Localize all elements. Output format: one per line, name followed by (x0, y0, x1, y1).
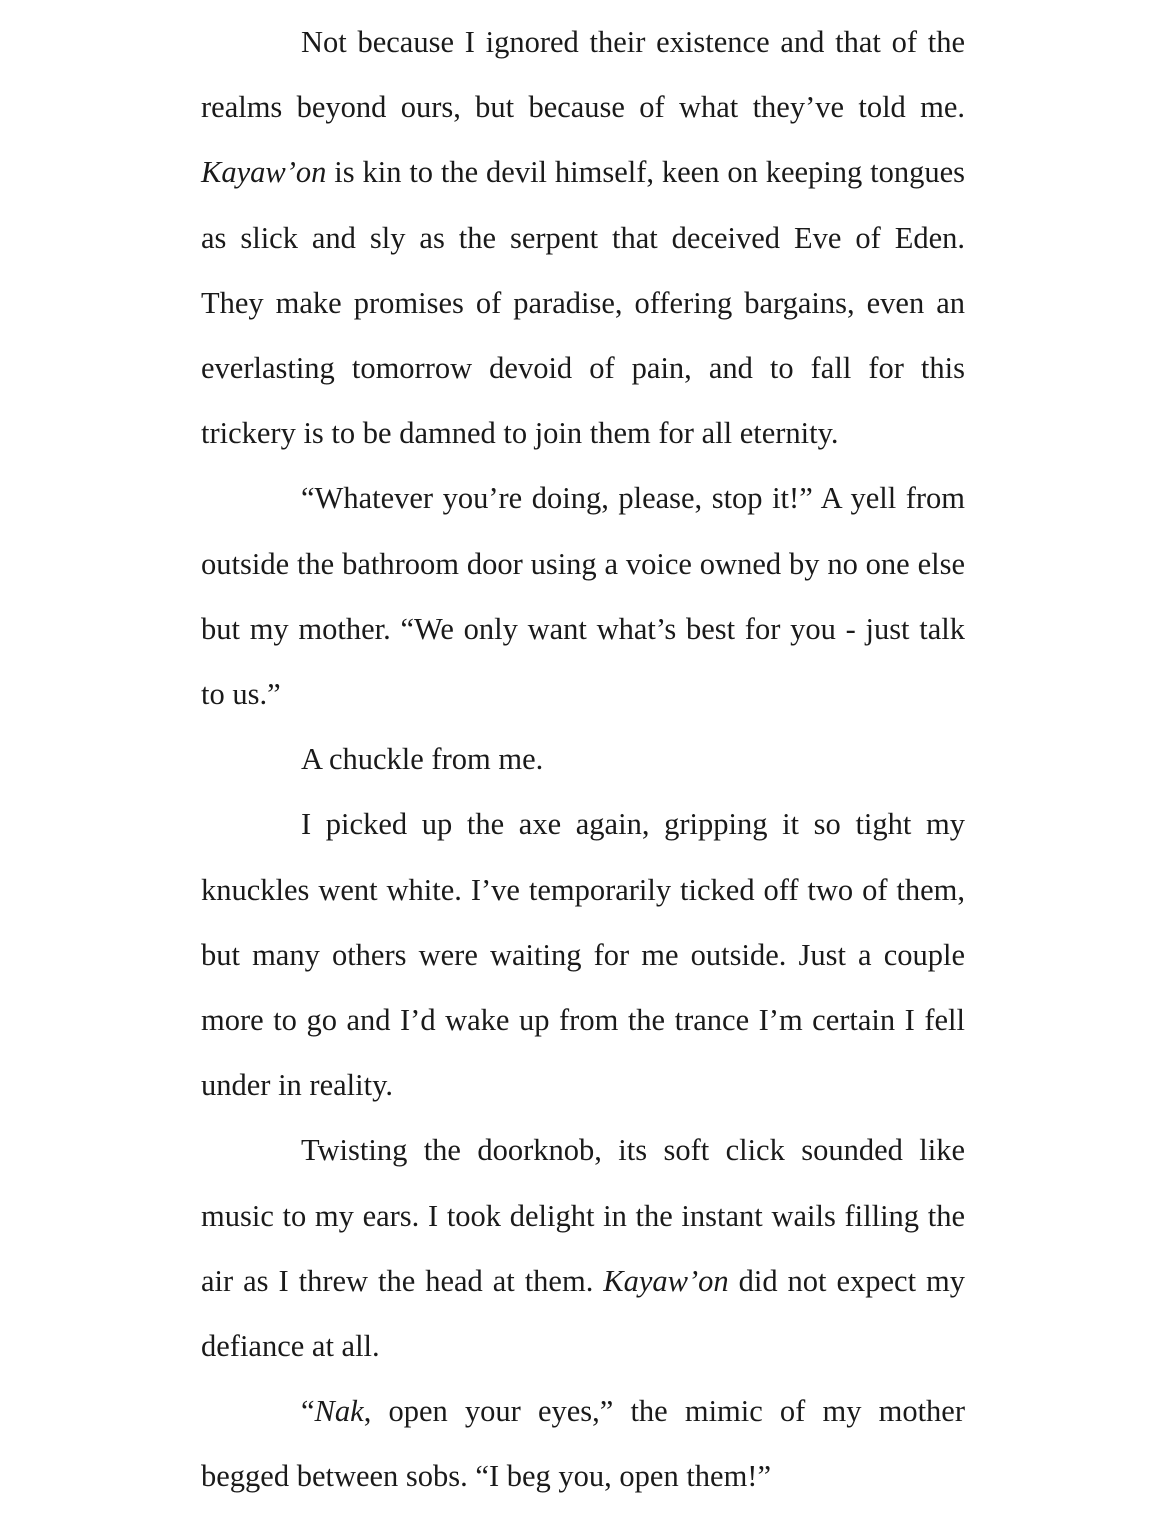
paragraph-text: Twisting the doorknob, its soft click sounded like music to my ears. I took delight in the instant wails filling the air as I threw the head at them. (201, 1133, 965, 1298)
paragraph-text: is kin to the devil himself, keen on keeping tongues as slick and sly as the serpent that deceived Eve of Eden. They make promises of paradise, offering bargains, even an everlasting tomorrow devoid of pain, and to fall for this trickery is to be damned to join them for all eternity. (201, 155, 965, 451)
paragraph-6 (201, 1379, 965, 1509)
paragraph-text: did not expect my defiance at all. (201, 1263, 965, 1364)
paragraph-2 (201, 466, 965, 727)
document-page (201, 10, 965, 1510)
paragraph-5 (201, 1118, 965, 1379)
emphasis-kayawon: Kayaw’on (201, 155, 327, 190)
paragraph-text: A chuckle from me. (301, 742, 544, 777)
paragraph-3 (201, 727, 965, 792)
emphasis-kayawon: Kayaw’on (603, 1263, 729, 1298)
paragraph-text: “Whatever you’re doing, please, stop it!” A yell from outside the bathroom door using a voice owned by no one else but my mother. “We only want what’s best for you - just talk to us.” (201, 481, 965, 712)
paragraph-text: , open your eyes,” the mimic of my mother begged between sobs. “I beg you, open them!” (201, 1394, 965, 1494)
emphasis-nak: Nak (314, 1394, 364, 1429)
paragraph-text: I picked up the axe again, gripping it so tight my knuckles went white. I’ve temporarily ticked off two of them, but many others were waiting for me outside. Just a couple more to go and I’d wake up from the trance I’m certain I fell under in reality. (201, 807, 965, 1103)
paragraph-text: Not because I ignored their existence and that of the realms beyond ours, but because of what they’ve told me. (201, 25, 965, 125)
paragraph-text: “ (301, 1394, 315, 1429)
paragraph-1 (201, 10, 965, 466)
paragraph-4 (201, 792, 965, 1118)
